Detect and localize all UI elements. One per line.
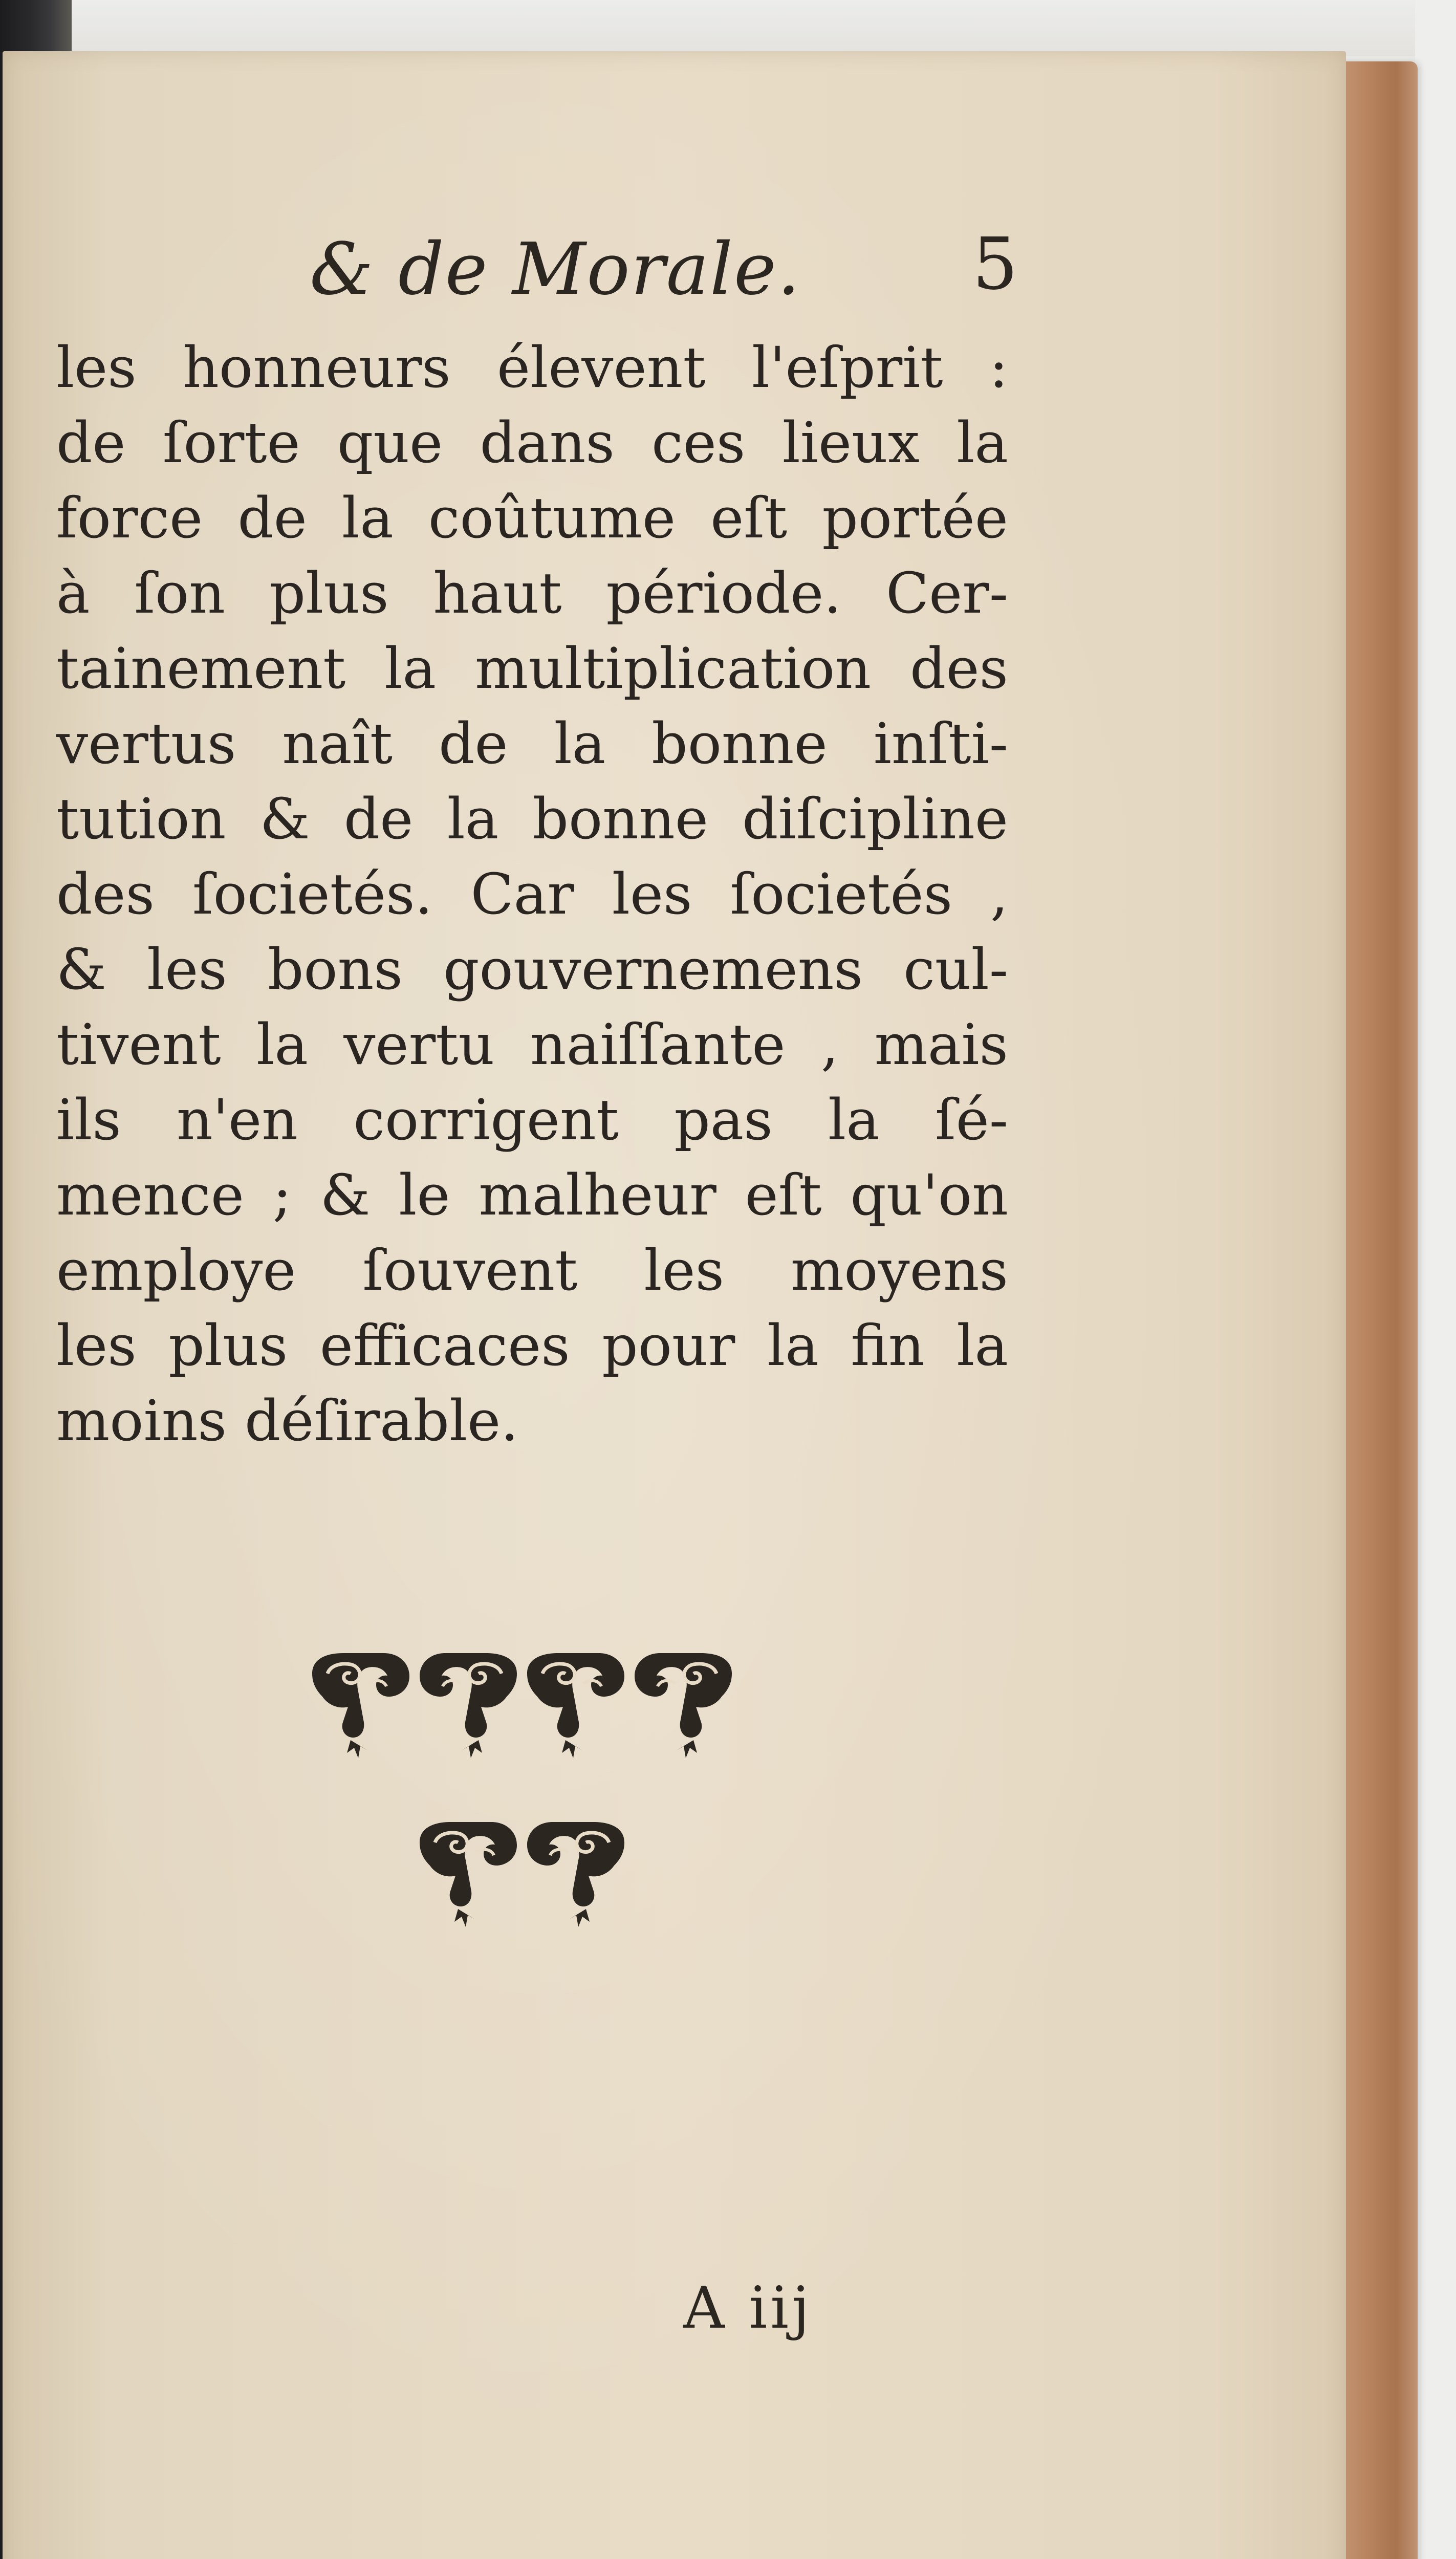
text-line: ils n'en corrigent pas la ſé- xyxy=(56,1087,1008,1153)
text-line: vertus naît de la bonne inſti- xyxy=(56,711,1008,776)
text-line: tivent la vertu naiſſante , mais xyxy=(56,1012,1008,1077)
text-line: tainement la multiplication des xyxy=(56,636,1008,701)
text-line: & les bons gouvernemens cul- xyxy=(56,937,1008,1002)
text-line: employe ſouvent les moyens xyxy=(56,1238,1008,1303)
text-line: des ſocietés. Car les ſocietés , xyxy=(56,861,1008,927)
text-line: force de la coûtume eſt portée xyxy=(56,485,1008,551)
running-head: & de Morale. xyxy=(310,228,801,311)
fleuron-ornament xyxy=(302,1648,742,1965)
text-line: les honneurs élevent l'eſprit : xyxy=(56,335,1008,400)
scan-background-right xyxy=(1415,0,1456,2559)
text-line: tution & de la bonne diſcipline xyxy=(56,786,1008,852)
text-line: mence ; & le malheur eſt qu'on xyxy=(56,1162,1008,1228)
book-page xyxy=(3,51,1346,2559)
text-line: moins déſirable. xyxy=(56,1388,519,1454)
body-text xyxy=(56,330,1008,1459)
text-line: à ſon plus haut période. Cer- xyxy=(56,560,1008,626)
signature-mark: A iij xyxy=(683,2275,813,2341)
page-number: 5 xyxy=(972,223,1018,306)
scan-background-top xyxy=(72,0,1456,56)
text-line: les plus efficaces pour la fin la xyxy=(56,1313,1008,1378)
text-line: de ſorte que dans ces lieux la xyxy=(56,410,1008,475)
